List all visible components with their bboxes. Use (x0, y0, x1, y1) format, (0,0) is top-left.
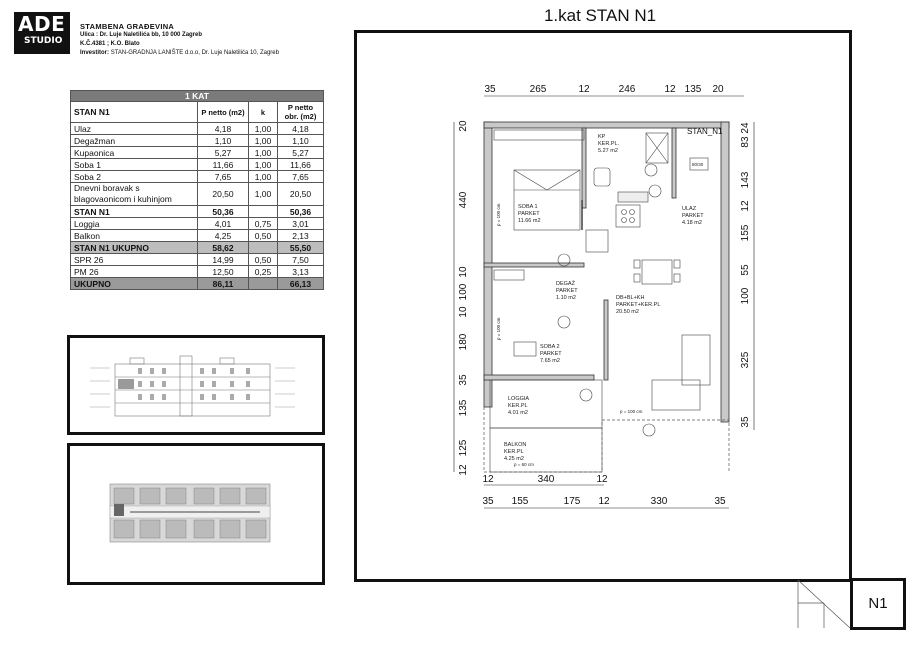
row-pobr: 5,27 (278, 147, 324, 159)
dim-bottom: 35 (482, 496, 494, 507)
dim-bottom: 35 (714, 496, 726, 507)
row-k: 1,00 (249, 135, 278, 147)
plan-title: 1.kat STAN N1 (543, 6, 657, 25)
logo-text: ADE (18, 12, 66, 36)
dim-right: 155 (740, 224, 751, 242)
col-k: k (249, 102, 278, 123)
row-pnetto: 4,01 (198, 218, 249, 230)
row-pnetto: 4,25 (198, 230, 249, 242)
wall-interior-3 (672, 128, 676, 198)
dim-left: 100 (458, 283, 469, 301)
room-name: BALKON (504, 442, 527, 448)
row-k: 1,00 (249, 159, 278, 171)
row-k: 1,00 (249, 171, 278, 183)
room-name: SOBA 1 (518, 204, 538, 210)
dim-bottom: 340 (537, 474, 555, 485)
row-k: 1,00 (249, 183, 278, 206)
row-k: 0,25 (249, 266, 278, 278)
row-k: 0,75 (249, 218, 278, 230)
table-row (71, 123, 324, 135)
stove (616, 205, 640, 227)
row-pobr: 11,66 (278, 159, 324, 171)
unit-total-name: STAN N1 UKUPNO (71, 242, 198, 254)
room-area: 4.01 m2 (508, 410, 528, 416)
table-row (71, 171, 324, 183)
dim-left: 125 (458, 439, 469, 457)
room-area: 11.66 m2 (518, 218, 541, 224)
investor-label: Investitor: (80, 50, 110, 56)
dim-top: 12 (664, 84, 676, 95)
dim-top: 35 (484, 84, 496, 95)
row-name: Degažman (71, 135, 198, 147)
room-name: KP (598, 134, 606, 140)
row-pobr: 4,18 (278, 123, 324, 135)
logo-subtext: STUDIO (24, 36, 63, 46)
row-name: Ulaz (71, 123, 198, 135)
room-floor: PARKET (540, 351, 562, 357)
grand-total-name: UKUPNO (71, 278, 198, 290)
row-name: PM 26 (71, 266, 198, 278)
dim-right: 100 (740, 287, 751, 305)
table-grand-total-row (71, 278, 324, 290)
room-floor: KER.PL (504, 449, 524, 455)
armchair-area (652, 380, 700, 410)
subtotal-name: STAN N1 (71, 206, 198, 218)
wall-interior-4 (604, 300, 608, 380)
dim-left: 440 (458, 191, 469, 209)
row-k: 0,50 (249, 230, 278, 242)
room-area: 1.10 m2 (556, 295, 576, 301)
sink (649, 185, 661, 197)
row-name: Dnevni boravak s blagovaonicom i kuhinjom (71, 183, 198, 206)
grand-total-pobr: 66,13 (278, 278, 324, 290)
room-area: 4.25 m2 (504, 456, 524, 462)
table-row (71, 218, 324, 230)
grand-total-pnetto: 86,11 (198, 278, 249, 290)
row-name: Soba 2 (71, 171, 198, 183)
dim-left: 135 (458, 399, 469, 417)
row-pobr: 7,50 (278, 254, 324, 266)
floor-plan-drawing (354, 30, 852, 582)
row-pobr: 1,10 (278, 135, 324, 147)
building-elevation-drawing (70, 338, 322, 432)
row-pobr: 3,01 (278, 218, 324, 230)
dim-top: 265 (529, 84, 547, 95)
dim-left: 10 (458, 266, 469, 278)
room-area: 20.50 m2 (616, 309, 639, 315)
dim-left: 10 (458, 306, 469, 318)
door-note: p = 60 cm (514, 462, 534, 467)
desk (514, 342, 536, 356)
project-header (80, 22, 279, 58)
dim-left: 35 (458, 374, 469, 386)
col-pnetto: P netto (m2) (198, 102, 249, 123)
row-k: 1,00 (249, 147, 278, 159)
table-unit-total-row (71, 242, 324, 254)
site-plan-drawing (70, 446, 322, 582)
unit-total-pnetto: 58,62 (198, 242, 249, 254)
project-title: STAMBENA GRAĐEVINA (80, 22, 175, 31)
row-k: 0,50 (249, 254, 278, 266)
dim-top: 12 (578, 84, 590, 95)
col-pnetto-obr: P netto obr. (m2) (278, 102, 324, 123)
dim-top: 20 (712, 84, 724, 95)
project-address: Ulica : Dr. Luje Naletilića bb, 10 000 Zagreb (80, 32, 203, 38)
studio-logo (14, 12, 70, 54)
wall-east (721, 122, 729, 422)
unit-label: STAN_N1 (687, 127, 723, 136)
room-floor: PARKET (682, 213, 704, 219)
dim-left: 20 (458, 120, 469, 132)
row-name: Kupaonica (71, 147, 198, 159)
row-pobr: 2,13 (278, 230, 324, 242)
row-pnetto: 12,50 (198, 266, 249, 278)
kitchen-sink (586, 230, 608, 252)
room-floor: PARKET (518, 211, 540, 217)
door-note: p = 100 cm (620, 409, 643, 414)
row-pnetto: 5,27 (198, 147, 249, 159)
dim-right: 325 (740, 351, 751, 369)
dim-bottom: 12 (596, 474, 608, 485)
dining-table (642, 260, 672, 284)
area-table (70, 90, 324, 290)
row-name: Loggia (71, 218, 198, 230)
sofa (682, 335, 710, 385)
table-row (71, 254, 324, 266)
room-floor: KER.PL. (598, 141, 620, 147)
row-pobr: 3,13 (278, 266, 324, 278)
dim-right: 55 (740, 264, 751, 276)
dim-bottom: 12 (598, 496, 610, 507)
row-pnetto: 4,18 (198, 123, 249, 135)
table-caption: 1 KAT (71, 91, 324, 102)
door-note: p = 100 cm (496, 203, 501, 226)
dim-left: 12 (458, 464, 469, 476)
dim-bottom: 155 (511, 496, 529, 507)
toilet (594, 168, 610, 186)
room-floor: KER.PL (508, 403, 528, 409)
row-k: 1,00 (249, 123, 278, 135)
room-area: 4.18 m2 (682, 220, 702, 226)
row-pnetto: 1,10 (198, 135, 249, 147)
row-pnetto: 20,50 (198, 183, 249, 206)
row-name: SPR 26 (71, 254, 198, 266)
dim-right: 35 (740, 416, 751, 428)
row-name: Soba 1 (71, 159, 198, 171)
unit-badge: N1 (850, 578, 906, 630)
dim-right: 83 (740, 136, 751, 148)
room-area: 5.27 m2 (598, 148, 618, 154)
room-area: 7.65 m2 (540, 358, 560, 364)
table-row (71, 266, 324, 278)
row-pobr: 20,50 (278, 183, 324, 206)
row-pnetto: 11,66 (198, 159, 249, 171)
room-name: DB+BL+KH (616, 295, 645, 301)
row-pnetto: 14,99 (198, 254, 249, 266)
table-row (71, 183, 324, 206)
dim-right: 24 (740, 122, 751, 134)
table-apartment-header: STAN N1 (71, 102, 198, 123)
unit-total-pobr: 55,50 (278, 242, 324, 254)
table-subtotal-row (71, 206, 324, 218)
row-pnetto: 7,65 (198, 171, 249, 183)
table-row (71, 159, 324, 171)
door-note: p = 100 cm (496, 317, 501, 340)
dim-bottom: 330 (650, 496, 668, 507)
room-name: ULAZ (682, 206, 697, 212)
investor-value: STAN-GRADNJA LANIŠTE d.o.o, Dr. Luje Naletilića 10, Zagreb (110, 50, 279, 56)
row-pobr: 7,65 (278, 171, 324, 183)
dim-right: 12 (740, 200, 751, 212)
room-name: LOGGIA (508, 396, 530, 402)
elevation-thumbnail-frame (67, 335, 325, 435)
room-floor: PARKET (556, 288, 578, 294)
subtotal-pnetto: 50,36 (198, 206, 249, 218)
table-row (71, 230, 324, 242)
table-row (71, 135, 324, 147)
dim-bottom: 12 (482, 474, 494, 485)
dim-bottom: 175 (563, 496, 581, 507)
table-row (71, 147, 324, 159)
dim-left: 180 (458, 333, 469, 351)
wall-loggia (484, 375, 594, 380)
dim-top: 246 (618, 84, 636, 95)
project-parcel: K.Č.4381 ; K.O. Blato (80, 41, 140, 47)
north-arrow-mark (796, 578, 852, 630)
subtotal-pobr: 50,36 (278, 206, 324, 218)
dim-top: 135 (684, 84, 702, 95)
room-name: SOBA 2 (540, 344, 560, 350)
siteplan-thumbnail-frame (67, 443, 325, 585)
room-floor: PARKET+KER.PL (616, 302, 661, 308)
row-name: Balkon (71, 230, 198, 242)
loggia-area (490, 380, 602, 428)
dim-right: 143 (740, 171, 751, 189)
room-name: DEGAŽ (556, 281, 575, 287)
cabinet-label: 80/30 (692, 162, 704, 167)
